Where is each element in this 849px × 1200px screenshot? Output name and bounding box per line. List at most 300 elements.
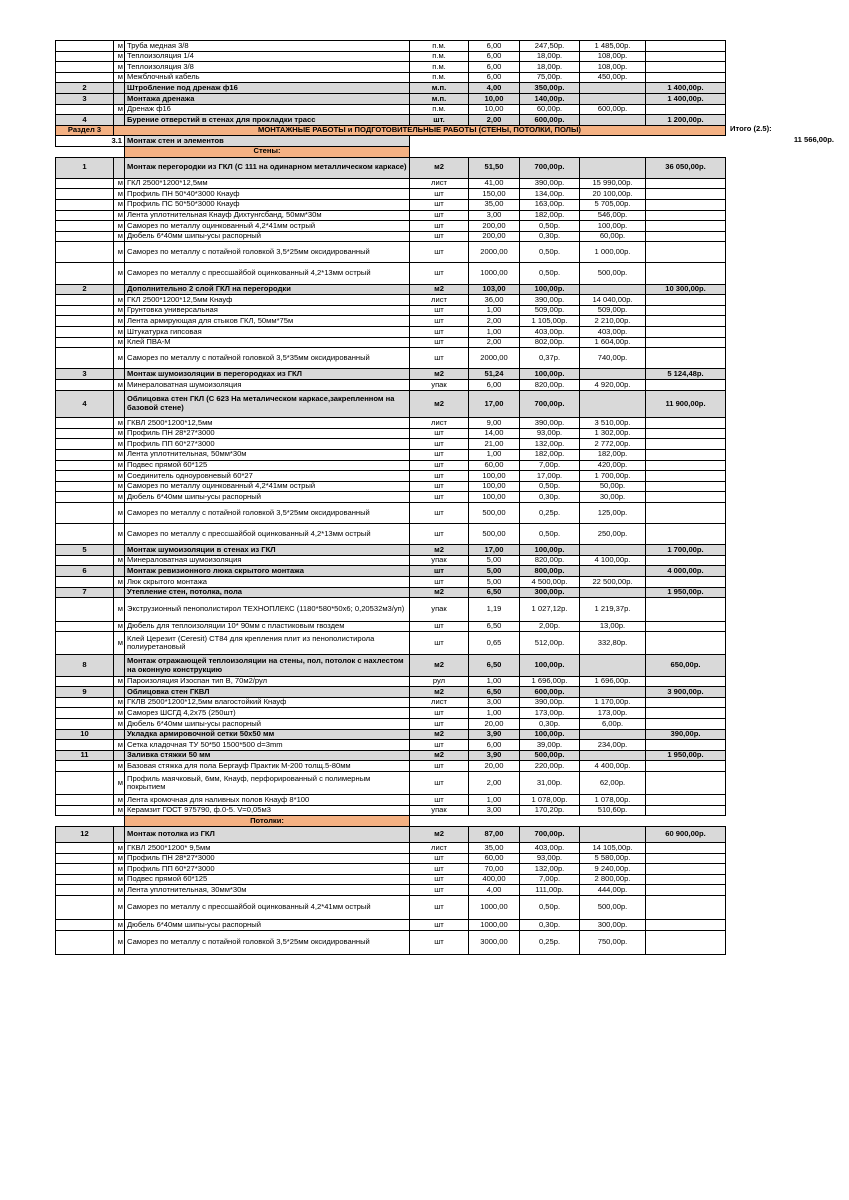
item-total	[646, 104, 726, 115]
item-sum: 1 485,00р.	[580, 41, 646, 52]
item-quantity: 103,00	[469, 284, 520, 295]
item-total	[646, 439, 726, 450]
item-quantity: 1,00	[469, 449, 520, 460]
empty-cell	[469, 136, 520, 147]
item-name: Монтаж ревизионного люка скрытого монтажа	[125, 566, 410, 577]
item-number	[56, 305, 114, 316]
material-row	[56, 708, 726, 719]
item-total: 1 700,00р.	[646, 545, 726, 556]
empty-cell	[114, 146, 125, 157]
item-quantity: 10,00	[469, 104, 520, 115]
item-number	[56, 621, 114, 632]
item-total	[646, 895, 726, 919]
item-unit: м2	[410, 655, 469, 676]
material-row	[56, 231, 726, 242]
item-price: 800,00р.	[520, 566, 580, 577]
item-sum: 300,00р.	[580, 920, 646, 931]
item-unit: шт	[410, 853, 469, 864]
item-total	[646, 805, 726, 816]
material-row	[56, 418, 726, 429]
material-row	[56, 178, 726, 189]
item-marker: м	[114, 577, 125, 588]
item-price: 170,20р.	[520, 805, 580, 816]
item-total	[646, 221, 726, 232]
item-total: 11 900,00р.	[646, 390, 726, 418]
item-price: 820,00р.	[520, 555, 580, 566]
item-name: Облицовка стен ГКВЛ	[125, 687, 410, 698]
item-price: 163,00р.	[520, 199, 580, 210]
item-unit: шт	[410, 930, 469, 954]
item-sum: 6,00р.	[580, 719, 646, 730]
item-unit: рул	[410, 676, 469, 687]
item-marker: м	[114, 502, 125, 523]
item-total	[646, 327, 726, 338]
item-unit: м2	[410, 587, 469, 598]
empty-cell	[520, 136, 580, 147]
item-number	[56, 72, 114, 83]
item-sum	[580, 390, 646, 418]
item-sum: 9 240,00р.	[580, 864, 646, 875]
item-quantity: 2,00	[469, 115, 520, 126]
item-marker	[114, 729, 125, 740]
item-number	[56, 885, 114, 896]
work-row	[56, 729, 726, 740]
item-total	[646, 632, 726, 655]
item-total	[646, 577, 726, 588]
item-number	[56, 221, 114, 232]
item-sum: 403,00р.	[580, 327, 646, 338]
item-marker: м	[114, 771, 125, 794]
item-quantity: 87,00	[469, 827, 520, 843]
item-total	[646, 481, 726, 492]
material-row	[56, 555, 726, 566]
item-price: 132,00р.	[520, 439, 580, 450]
item-price: 100,00р.	[520, 284, 580, 295]
item-price: 0,50р.	[520, 242, 580, 263]
item-price: 93,00р.	[520, 428, 580, 439]
item-unit: шт	[410, 502, 469, 523]
material-row	[56, 210, 726, 221]
item-name: Дюбель 6*40мм шипы-усы распорный	[125, 492, 410, 503]
item-sum: 4 100,00р.	[580, 555, 646, 566]
material-row	[56, 189, 726, 200]
item-total: 390,00р.	[646, 729, 726, 740]
material-row	[56, 428, 726, 439]
item-unit: шт	[410, 566, 469, 577]
item-quantity: 2,00	[469, 771, 520, 794]
item-marker: м	[114, 104, 125, 115]
item-number	[56, 805, 114, 816]
item-name: Монтаж отражающей теплоизоляции на стены, пол, потолок с нахлестом на оконную конструкцию	[125, 655, 410, 676]
item-name: Клей Церезит (Ceresit) CT84 для крепления плит из пенополистирола полиуретановый	[125, 632, 410, 655]
item-sum: 1 302,00р.	[580, 428, 646, 439]
item-marker: м	[114, 439, 125, 450]
item-unit: шт	[410, 621, 469, 632]
item-name: Теплоизоляция 3/8	[125, 62, 410, 73]
item-total: 10 300,00р.	[646, 284, 726, 295]
item-total	[646, 471, 726, 482]
item-marker: м	[114, 231, 125, 242]
item-name: ГКЛВ 2500*1200*12,5мм влагостойкий Кнауф	[125, 697, 410, 708]
item-total	[646, 697, 726, 708]
item-sum: 4 400,00р.	[580, 761, 646, 772]
item-quantity: 6,50	[469, 621, 520, 632]
item-number	[56, 577, 114, 588]
material-row	[56, 842, 726, 853]
item-quantity: 100,00	[469, 492, 520, 503]
item-sum	[580, 587, 646, 598]
item-price: 100,00р.	[520, 729, 580, 740]
item-marker: м	[114, 210, 125, 221]
item-name: ГКВЛ 2500*1200* 9,5мм	[125, 842, 410, 853]
item-sum: 1 219,37р.	[580, 598, 646, 621]
material-row	[56, 492, 726, 503]
material-row	[56, 632, 726, 655]
item-sum: 444,00р.	[580, 885, 646, 896]
item-marker: м	[114, 795, 125, 806]
item-number	[56, 502, 114, 523]
item-sum	[580, 729, 646, 740]
item-total	[646, 708, 726, 719]
item-quantity: 60,00	[469, 460, 520, 471]
empty-cell	[410, 816, 469, 827]
group-header-row	[56, 816, 726, 827]
item-sum: 5 580,00р.	[580, 853, 646, 864]
item-number	[56, 210, 114, 221]
item-total	[646, 295, 726, 306]
item-total	[646, 864, 726, 875]
section-number: Раздел 3	[56, 125, 114, 136]
item-marker: м	[114, 327, 125, 338]
empty-cell	[410, 146, 469, 157]
item-marker: м	[114, 895, 125, 919]
item-marker: м	[114, 72, 125, 83]
item-unit: шт	[410, 221, 469, 232]
item-price: 350,00р.	[520, 83, 580, 94]
item-unit: лист	[410, 418, 469, 429]
item-name: Лента уплотнительная, 30мм*30м	[125, 885, 410, 896]
item-marker	[114, 284, 125, 295]
item-quantity: 14,00	[469, 428, 520, 439]
item-total	[646, 853, 726, 864]
item-marker	[114, 750, 125, 761]
item-sum: 234,00р.	[580, 740, 646, 751]
item-unit: шт	[410, 632, 469, 655]
empty-cell	[114, 816, 125, 827]
item-marker	[114, 545, 125, 556]
estimate-table	[55, 40, 726, 955]
item-name: Профиль ПН 28*27*3000	[125, 428, 410, 439]
item-unit: шт	[410, 524, 469, 545]
item-total	[646, 316, 726, 327]
item-marker	[114, 157, 125, 178]
item-quantity: 35,00	[469, 842, 520, 853]
item-name: Лента армирующая для стыков ГКЛ, 50мм*75м	[125, 316, 410, 327]
item-name: Саморез по металлу с прессшайбой оцинкованный 4,2*13мм острый	[125, 524, 410, 545]
item-price: 1 696,00р.	[520, 676, 580, 687]
item-number	[56, 104, 114, 115]
item-name: Саморез по металлу оцинкованный 4,2*41мм острый	[125, 481, 410, 492]
item-marker: м	[114, 930, 125, 954]
empty-cell	[520, 146, 580, 157]
item-price: 0,30р.	[520, 920, 580, 931]
material-row	[56, 895, 726, 919]
item-sum: 1 700,00р.	[580, 471, 646, 482]
item-name: Саморез по металлу с потайной головкой 3,5*35мм оксидированный	[125, 348, 410, 369]
empty-cell	[56, 816, 114, 827]
subsection-title: Монтаж стен и элементов	[125, 136, 410, 147]
empty-cell	[410, 136, 469, 147]
item-unit: шт	[410, 316, 469, 327]
item-sum: 2 772,00р.	[580, 439, 646, 450]
material-row	[56, 524, 726, 545]
item-marker: м	[114, 221, 125, 232]
item-marker: м	[114, 305, 125, 316]
item-total	[646, 598, 726, 621]
item-price: 182,00р.	[520, 449, 580, 460]
item-marker: м	[114, 864, 125, 875]
item-total: 36 050,00р.	[646, 157, 726, 178]
item-marker: м	[114, 199, 125, 210]
empty-cell	[646, 146, 726, 157]
item-quantity: 1,00	[469, 708, 520, 719]
item-unit: м2	[410, 157, 469, 178]
item-total	[646, 874, 726, 885]
item-price: 39,00р.	[520, 740, 580, 751]
item-number	[56, 842, 114, 853]
item-quantity: 6,50	[469, 587, 520, 598]
item-name: Заливка стяжки 50 мм	[125, 750, 410, 761]
item-name: Дюбель 6*40мм шипы-усы распорный	[125, 920, 410, 931]
item-total: 1 200,00р.	[646, 115, 726, 126]
item-price: 134,00р.	[520, 189, 580, 200]
item-unit: шт	[410, 895, 469, 919]
item-quantity: 5,00	[469, 566, 520, 577]
item-marker: м	[114, 263, 125, 284]
item-price: 182,00р.	[520, 210, 580, 221]
material-row	[56, 449, 726, 460]
material-row	[56, 41, 726, 52]
item-total	[646, 885, 726, 896]
item-name: Саморез по металлу с потайной головкой 3,5*25мм оксидированный	[125, 930, 410, 954]
item-unit: шт	[410, 439, 469, 450]
item-number	[56, 920, 114, 931]
item-sum: 1 604,00р.	[580, 337, 646, 348]
item-marker	[114, 687, 125, 698]
item-name: Профиль ПП 60*27*3000	[125, 864, 410, 875]
item-number	[56, 771, 114, 794]
item-quantity: 35,00	[469, 199, 520, 210]
item-marker: м	[114, 853, 125, 864]
item-price: 18,00р.	[520, 62, 580, 73]
item-quantity: 6,00	[469, 380, 520, 391]
item-number	[56, 930, 114, 954]
item-name: Труба медная 3/8	[125, 41, 410, 52]
item-quantity: 6,00	[469, 72, 520, 83]
item-number: 11	[56, 750, 114, 761]
item-price: 132,00р.	[520, 864, 580, 875]
item-number	[56, 263, 114, 284]
item-number: 7	[56, 587, 114, 598]
item-price: 700,00р.	[520, 157, 580, 178]
material-row	[56, 740, 726, 751]
item-name: Дренаж ф16	[125, 104, 410, 115]
item-price: 600,00р.	[520, 115, 580, 126]
item-quantity: 3,00	[469, 697, 520, 708]
item-name: Грунтовка универсальная	[125, 305, 410, 316]
item-unit: шт	[410, 460, 469, 471]
material-row	[56, 930, 726, 954]
item-quantity: 6,00	[469, 740, 520, 751]
material-row	[56, 51, 726, 62]
item-unit: упак	[410, 805, 469, 816]
item-unit: м.п.	[410, 83, 469, 94]
material-row	[56, 853, 726, 864]
item-unit: п.м.	[410, 62, 469, 73]
item-quantity: 41,00	[469, 178, 520, 189]
item-number	[56, 348, 114, 369]
item-name: Соединитель одноуровневый 60*27	[125, 471, 410, 482]
item-marker: м	[114, 632, 125, 655]
item-marker: м	[114, 676, 125, 687]
item-name: Лента уплотнительная Кнауф Дихтунгсбанд, 50мм*30м	[125, 210, 410, 221]
item-unit: шт	[410, 471, 469, 482]
work-row	[56, 827, 726, 843]
item-price: 31,00р.	[520, 771, 580, 794]
item-name: Профиль ПН 50*40*3000 Кнауф	[125, 189, 410, 200]
item-sum: 20 100,00р.	[580, 189, 646, 200]
work-row	[56, 587, 726, 598]
item-name: Лента кромочная для наливных полов Кнауф 8*100	[125, 795, 410, 806]
item-number	[56, 337, 114, 348]
item-quantity: 5,00	[469, 555, 520, 566]
item-number	[56, 316, 114, 327]
item-number	[56, 460, 114, 471]
material-row	[56, 380, 726, 391]
item-marker	[114, 587, 125, 598]
item-name: Монтажа дренажа	[125, 93, 410, 104]
item-total	[646, 418, 726, 429]
item-price: 100,00р.	[520, 545, 580, 556]
item-total	[646, 920, 726, 931]
item-total	[646, 242, 726, 263]
work-row	[56, 369, 726, 380]
item-number: 3	[56, 369, 114, 380]
item-unit: м2	[410, 390, 469, 418]
material-row	[56, 621, 726, 632]
item-marker: м	[114, 178, 125, 189]
item-price: 0,25р.	[520, 930, 580, 954]
item-price: 100,00р.	[520, 655, 580, 676]
item-unit: шт	[410, 864, 469, 875]
item-number	[56, 697, 114, 708]
item-marker: м	[114, 295, 125, 306]
item-price: 4 500,00р.	[520, 577, 580, 588]
item-price: 1 078,00р.	[520, 795, 580, 806]
item-unit: п.м.	[410, 104, 469, 115]
item-marker: м	[114, 719, 125, 730]
item-total	[646, 460, 726, 471]
item-marker: м	[114, 41, 125, 52]
item-number	[56, 439, 114, 450]
item-number	[56, 555, 114, 566]
item-price: 7,00р.	[520, 874, 580, 885]
item-unit: шт	[410, 920, 469, 931]
item-sum: 15 990,00р.	[580, 178, 646, 189]
item-marker: м	[114, 418, 125, 429]
item-marker: м	[114, 761, 125, 772]
item-name: Лента уплотнительная, 50мм*30м	[125, 449, 410, 460]
item-quantity: 6,50	[469, 655, 520, 676]
item-number	[56, 795, 114, 806]
item-price: 93,00р.	[520, 853, 580, 864]
item-name: ГКЛ 2500*1200*12,5мм	[125, 178, 410, 189]
item-name: Саморез по металлу оцинкованный 4,2*41мм острый	[125, 221, 410, 232]
summary-label: Итого (2.5):	[730, 124, 772, 133]
item-marker	[114, 369, 125, 380]
item-quantity: 2000,00	[469, 242, 520, 263]
item-number	[56, 51, 114, 62]
item-sum	[580, 369, 646, 380]
item-price: 173,00р.	[520, 708, 580, 719]
item-marker: м	[114, 449, 125, 460]
item-unit: м2	[410, 369, 469, 380]
item-price: 2,00р.	[520, 621, 580, 632]
item-price: 0,50р.	[520, 524, 580, 545]
item-price: 220,00р.	[520, 761, 580, 772]
empty-cell	[646, 136, 726, 147]
item-sum: 2 800,00р.	[580, 874, 646, 885]
item-unit: шт	[410, 719, 469, 730]
empty-cell	[580, 136, 646, 147]
item-number: 2	[56, 83, 114, 94]
item-number	[56, 189, 114, 200]
item-total	[646, 199, 726, 210]
item-marker: м	[114, 842, 125, 853]
item-quantity: 100,00	[469, 471, 520, 482]
item-name: Саморез ШСГД 4,2х75 (250шт)	[125, 708, 410, 719]
item-sum: 3 510,00р.	[580, 418, 646, 429]
item-price: 1 105,00р.	[520, 316, 580, 327]
material-row	[56, 199, 726, 210]
item-number: 1	[56, 157, 114, 178]
item-name: Саморез по металлу с потайной головкой 3,5*25мм оксидированный	[125, 242, 410, 263]
item-total	[646, 771, 726, 794]
item-quantity: 17,00	[469, 545, 520, 556]
group-title: Потолки:	[125, 816, 410, 827]
material-row	[56, 263, 726, 284]
item-price: 512,00р.	[520, 632, 580, 655]
item-quantity: 51,50	[469, 157, 520, 178]
item-quantity: 2,00	[469, 316, 520, 327]
item-price: 820,00р.	[520, 380, 580, 391]
item-number	[56, 719, 114, 730]
item-name: Подвес прямой 60*125	[125, 874, 410, 885]
item-sum: 1 696,00р.	[580, 676, 646, 687]
subsection-number: 3.1	[56, 136, 125, 147]
item-number	[56, 418, 114, 429]
item-name: Профиль ПС 50*50*3000 Кнауф	[125, 199, 410, 210]
item-total: 3 900,00р.	[646, 687, 726, 698]
subsection-row	[56, 136, 726, 147]
material-row	[56, 697, 726, 708]
material-row	[56, 864, 726, 875]
work-row	[56, 93, 726, 104]
item-name: Люк скрытого монтажа	[125, 577, 410, 588]
item-quantity: 1,19	[469, 598, 520, 621]
item-quantity: 1,00	[469, 795, 520, 806]
item-total	[646, 428, 726, 439]
